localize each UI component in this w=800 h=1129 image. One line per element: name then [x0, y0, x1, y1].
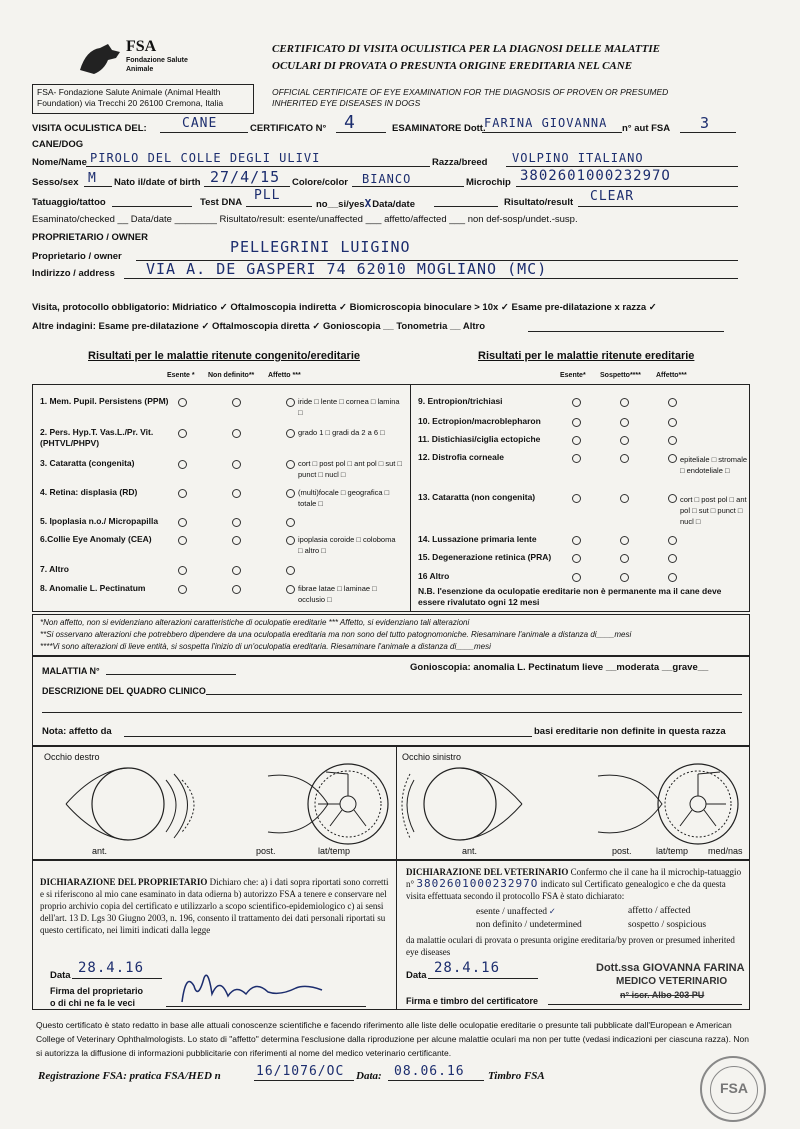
malattia-label: MALATTIA N°: [42, 666, 100, 676]
esente-radio[interactable]: [178, 585, 187, 594]
esente-radio[interactable]: [572, 536, 581, 545]
vet-stamp-1: Dott.ssa GIOVANNA FARINA: [596, 962, 745, 974]
name-label: Nome/Name: [32, 157, 87, 168]
dna-label: Test DNA: [200, 197, 243, 208]
vet-text3: da malattie oculari di provata o presunta origine ereditaria/by proven or presumed inherited eye diseases: [406, 935, 735, 957]
tattoo-label: Tatuaggio/tattoo: [32, 197, 106, 208]
footnote-1: *Non affetto, non si evidenziano alterazioni caratteristiche di oculopatie ereditarie *** Affetto, si evidenziano tali alterazioni: [40, 618, 470, 627]
address-value: VIA A. DE GASPERI 74 62010 MOGLIANO (MC): [146, 260, 548, 278]
nondef-radio[interactable]: [232, 429, 241, 438]
right-row-label: 15. Degenerazione retinica (PRA): [418, 552, 552, 562]
dob-value: 27/4/15: [210, 168, 281, 186]
timbro-label: Timbro FSA: [488, 1070, 545, 1082]
eye-left-ant: ant.: [462, 846, 478, 856]
nondef-radio[interactable]: [232, 585, 241, 594]
right-row-options: cort □ post pol □ ant pol □ sut □ punct □ nucl □: [680, 495, 747, 526]
sospetto-radio[interactable]: [620, 494, 629, 503]
breed-label: Razza/breed: [432, 157, 488, 168]
color-label: Colore/color: [292, 177, 348, 188]
owner-value: PELLEGRINI LUIGINO: [230, 238, 411, 256]
protocol-line2: Altre indagini: Esame pre-dilatazione ✓ Oftalmoscopia diretta ✓ Gonioscopia __ Tonometria __ Altro: [32, 321, 486, 332]
result-value: CLEAR: [590, 189, 635, 204]
right-row-label: 16 Altro: [418, 571, 450, 581]
dob-label: Nato il/date of birth: [114, 177, 201, 188]
esente-radio[interactable]: [572, 454, 581, 463]
right-eye-lens: [166, 780, 176, 832]
left-row-options: (multi)focale □ geografica □ totale □: [298, 488, 390, 508]
reg-data-value: 08.06.16: [394, 1064, 465, 1079]
left-row-label: 6.Collie Eye Anomaly (CEA): [40, 534, 152, 544]
sospetto-radio[interactable]: [620, 536, 629, 545]
affetto-radio[interactable]: [668, 554, 677, 563]
cert-value: 4: [344, 112, 356, 133]
esente-radio[interactable]: [572, 554, 581, 563]
owner-date-value: 28.4.16: [78, 960, 145, 976]
owner-label: Proprietario / owner: [32, 251, 122, 262]
nota-label: Nota: affetto da: [42, 726, 112, 737]
affetto-radio[interactable]: [286, 460, 295, 469]
owner-section: PROPRIETARIO / OWNER: [32, 232, 148, 243]
owner-signature: [176, 966, 336, 1008]
right-col-1: Sospetto****: [600, 372, 641, 379]
sospetto-radio[interactable]: [620, 436, 629, 445]
left-row-label: 8. Anomalie L. Pectinatum: [40, 583, 146, 593]
eye-right-lat: lat/temp: [318, 846, 351, 856]
esente-radio[interactable]: [178, 460, 187, 469]
sex-value: M: [88, 171, 97, 186]
affetto-radio[interactable]: [668, 573, 677, 582]
address-label: Indirizzo / address: [32, 268, 115, 279]
eye-left-lat: lat/temp: [656, 846, 689, 856]
left-row-label: 2. Pers. Hyp.T. Vas.L./Pr. Vit. (PHTVL/PHPV): [40, 427, 154, 448]
affetto-radio[interactable]: [286, 566, 295, 575]
aut-value: 3: [700, 114, 711, 132]
chip-label: Microchip: [466, 177, 511, 188]
aut-label: n° aut FSA: [622, 123, 671, 134]
sospetto-radio[interactable]: [620, 454, 629, 463]
affetto-radio[interactable]: [286, 489, 295, 498]
fsa-seal: [700, 1056, 766, 1122]
esente-radio[interactable]: [178, 489, 187, 498]
sospetto-radio[interactable]: [620, 554, 629, 563]
affetto-radio[interactable]: [286, 398, 295, 407]
right-eye-diagrams: [36, 760, 392, 860]
esente-radio[interactable]: [572, 436, 581, 445]
examiner-value: FARINA GIOVANNA: [484, 116, 608, 130]
sospetto-radio[interactable]: [620, 418, 629, 427]
right-row-label: 10. Ectropion/macroblepharon: [418, 416, 541, 426]
gonio-line: Gonioscopia: anomalia L. Pectinatum lieve __moderata __grave__: [410, 662, 709, 673]
eye-right-ant: ant.: [92, 846, 108, 856]
vet-affetto: affetto / affected: [628, 906, 691, 916]
fsa-logo: [78, 38, 188, 80]
nota-right: basi ereditarie non definite in questa razza: [534, 726, 726, 737]
title-en-1: OFFICIAL CERTIFICATE OF EYE EXAMINATION FOR THE DIAGNOSIS OF PROVEN OR PRESUMED: [272, 87, 669, 97]
descr-label: DESCRIZIONE DEL QUADRO CLINICO: [42, 686, 206, 696]
vet-stamp-3: n° iscr. Albo 203 PU: [620, 990, 705, 1000]
chip-value: 380260100023297O: [520, 168, 671, 184]
protocol-line1: Visita, protocollo obbligatorio: Midriatico ✓ Oftalmoscopia indiretta ✓ Biomicroscopia binoculare > 10x ✓ Esame pre-dilatazione x razza ✓: [32, 302, 657, 313]
species-value: CANE: [182, 116, 218, 131]
sex-label: Sesso/sex: [32, 177, 79, 188]
esente-radio[interactable]: [178, 536, 187, 545]
owner-sign-label-1: Firma del proprietario: [50, 986, 144, 996]
dna-mark: X: [364, 197, 373, 210]
left-row-label: 1. Mem. Pupil. Persistens (PPM): [40, 396, 169, 406]
right-col-2: Affetto***: [656, 372, 687, 379]
esente-radio[interactable]: [572, 418, 581, 427]
vet-declaration: DICHIARAZIONE DEL VETERINARIO Confermo che il cane ha il microchip-tatuaggio n° 380260100023297O indicato sul Certificato genealogico e che da questa visita effettuata secondo il protocollo FSA è stato dichiarato:: [406, 867, 742, 901]
left-col-1: Non definito**: [208, 372, 255, 379]
left-row-options: grado 1 □ gradi da 2 a 6 □: [298, 428, 385, 437]
eye-right-post: post.: [256, 846, 276, 856]
footnote-3: ****Vi sono alterazioni di lieve entità, si sospetta l'inizio di un'oculopatia ereditaria. Riesaminare l'animale a distanza di____mesi: [40, 642, 491, 651]
no-si-label: no__si/yesXData/date: [316, 197, 415, 210]
nondef-radio[interactable]: [232, 398, 241, 407]
reg-value: 16/1076/OC: [256, 1064, 345, 1079]
right-col-0: Esente*: [560, 372, 586, 379]
affetto-radio[interactable]: [668, 494, 677, 503]
color-value: BIANCO: [362, 172, 412, 186]
examiner-label: ESAMINATORE Dott.: [392, 123, 486, 134]
nondef-radio[interactable]: [232, 566, 241, 575]
result-label: Risultato/result: [504, 197, 574, 208]
dog-logo-icon: [78, 40, 128, 78]
footer-text: Questo certificato è stato redatto in base alle attuali conoscenze scientifiche e facendo riferimento alle liste delle oculopatie ereditarie o presunte tali pubblicate dall'European e American College of Veterinary Ophthalmologists. Lo stato di "affetto" determina l'esclusione dalla riproduzione per alcune malattie oculari ma non per tutte (vedasi indicazioni per ciascuna razza). Non si autorizza la diffusione di informazioni pubblicitarie con riferimenti al nome del medico veterinario certificante.: [36, 1020, 749, 1058]
name-value: PIROLO DEL COLLE DEGLI ULIVI: [90, 151, 321, 165]
vet-sign-label: Firma e timbro del certificatore: [406, 996, 539, 1006]
left-col-0: Esente *: [167, 372, 195, 379]
examined-line: Esaminato/checked __ Data/date ________ Risultato/result: esente/unaffected ___ affetto/affected ___ non def-sosp/undet.-susp.: [32, 214, 578, 225]
nondef-radio[interactable]: [232, 536, 241, 545]
left-row-options: iride □ lente □ cornea □ lamina □: [298, 397, 400, 417]
affetto-radio[interactable]: [668, 536, 677, 545]
left-row-options: cort □ post pol □ ant pol □ sut □ punct □ nucl □: [298, 459, 403, 479]
esente-radio[interactable]: [572, 398, 581, 407]
title-it-2: OCULARI DI PROVATA O PRESUNTA ORIGINE EREDITARIA NEL CANE: [272, 60, 633, 72]
vet-date-value: 28.4.16: [434, 960, 501, 976]
esente-radio[interactable]: [178, 518, 187, 527]
vet-esente: esente / unaffected ✓: [476, 906, 557, 917]
owner-date-label: Data: [50, 970, 71, 981]
species-label: CANE/DOG: [32, 139, 84, 150]
nondef-radio[interactable]: [232, 460, 241, 469]
left-eye-ant-circle: [424, 768, 496, 840]
cert-label: CERTIFICATO N°: [250, 123, 327, 134]
left-row-label: 3. Cataratta (congenita): [40, 458, 135, 468]
results-left-title: Risultati per le malattie ritenute congenito/ereditarie: [88, 350, 361, 362]
vet-stamp-2: MEDICO VETERINARIO: [616, 976, 728, 987]
esente-radio[interactable]: [572, 573, 581, 582]
affetto-radio[interactable]: [286, 518, 295, 527]
logo-abbr: FSA: [126, 38, 157, 55]
sospetto-radio[interactable]: [620, 573, 629, 582]
results-right-title: Risultati per le malattie ritenute ereditarie: [478, 350, 695, 362]
eye-left-post: post.: [612, 846, 632, 856]
reg-data-label: Data:: [356, 1070, 382, 1082]
eye-right-title: Occhio destro: [44, 752, 100, 762]
title-it-1: CERTIFICATO DI VISITA OCULISTICA PER LA DIAGNOSI DELLE MALATTIE: [272, 43, 660, 55]
left-row-label: 4. Retina: displasia (RD): [40, 487, 138, 497]
nondef-radio[interactable]: [232, 518, 241, 527]
affetto-radio[interactable]: [668, 398, 677, 407]
esente-radio[interactable]: [572, 494, 581, 503]
left-row-label: 5. Ipoplasia n.o./ Micropapilla: [40, 516, 159, 526]
title-en-2: INHERITED EYE DISEASES IN DOGS: [272, 98, 421, 108]
left-row-options: fibrae latae □ laminae □ occlusio □: [298, 584, 377, 604]
footnote-2: **Si osservano alterazioni che potrebbero dipendere da una oculopatia ereditaria ma non sono del tutto patognomoniche. Riesaminare l'animale a distanza di____mesi: [40, 630, 632, 639]
right-row-label: 9. Entropion/trichiasi: [418, 396, 503, 406]
right-row-label: 13. Cataratta (non congenita): [418, 492, 536, 502]
esente-radio[interactable]: [178, 566, 187, 575]
affetto-radio[interactable]: [668, 436, 677, 445]
vet-sospetto: sospetto / sospicious: [628, 920, 707, 930]
nondef-radio[interactable]: [232, 489, 241, 498]
left-row-label: 7. Altro: [40, 564, 69, 574]
esente-check-icon: ✓: [549, 906, 557, 917]
owner-declaration: DICHIARAZIONE DEL PROPRIETARIO Dichiaro che: a) i dati sopra riportati sono corretti e si riferiscono al mio cane esaminato in data odierna b) autorizzo FSA a tenere e conservare nel proprio archivio copia del certificato e utilizzarlo a scopo scientifico-epidemiologico c) ai sensi dell'art. 13 D. Lgs 30 Giugno 2003, n. 196, consento il trattamento dei dati personali riportati su questo certificato, nei limiti indicati dalla legge: [40, 877, 389, 935]
reg-label: Registrazione FSA: pratica FSA/HED n: [38, 1070, 221, 1082]
dna-value: PLL: [254, 188, 281, 203]
affetto-radio[interactable]: [286, 429, 295, 438]
eye-left-med: med/nas: [708, 846, 743, 856]
vet-nondef: non definito / undetermined: [476, 920, 582, 930]
affetto-radio[interactable]: [286, 585, 295, 594]
eye-left-title: Occhio sinistro: [402, 752, 462, 762]
affetto-radio[interactable]: [286, 536, 295, 545]
vet-date-label: Data: [406, 970, 427, 981]
owner-sign-label-2: o di chi ne fa le veci: [50, 998, 136, 1008]
right-eye-ant-circle: [92, 768, 164, 840]
results-nb: N.B. l'esenzione da oculopatie ereditarie non è permanente ma il cane deve essere rivalutato ogni 12 mesi: [418, 586, 722, 607]
breed-value: VOLPINO ITALIANO: [512, 151, 644, 165]
right-row-options: epiteliale □ stromale □ endoteliale □: [680, 455, 748, 475]
sospetto-radio[interactable]: [620, 398, 629, 407]
right-row-label: 11. Distichiasi/ciglia ectopiche: [418, 434, 541, 444]
right-row-label: 14. Lussazione primaria lente: [418, 534, 537, 544]
left-row-options: ipoplasia coroide □ coloboma □ altro □: [298, 535, 396, 555]
esente-radio[interactable]: [178, 398, 187, 407]
foundation-box: FSA- Fondazione Salute Animale (Animal Health Foundation) via Trecchi 20 26100 Cremona, Italia: [32, 84, 254, 114]
left-eye-diagrams: [400, 760, 748, 860]
affetto-radio[interactable]: [668, 418, 677, 427]
seal-text: FSA: [720, 1080, 748, 1096]
left-col-2: Affetto ***: [268, 372, 301, 379]
affetto-radio[interactable]: [668, 454, 677, 463]
esente-radio[interactable]: [178, 429, 187, 438]
right-row-label: 12. Distrofia corneale: [418, 452, 504, 462]
logo-line2: Animale: [126, 66, 154, 73]
logo-line1: Fondazione Salute: [126, 57, 188, 64]
visit-label: VISITA OCULISTICA DEL:: [32, 123, 147, 134]
